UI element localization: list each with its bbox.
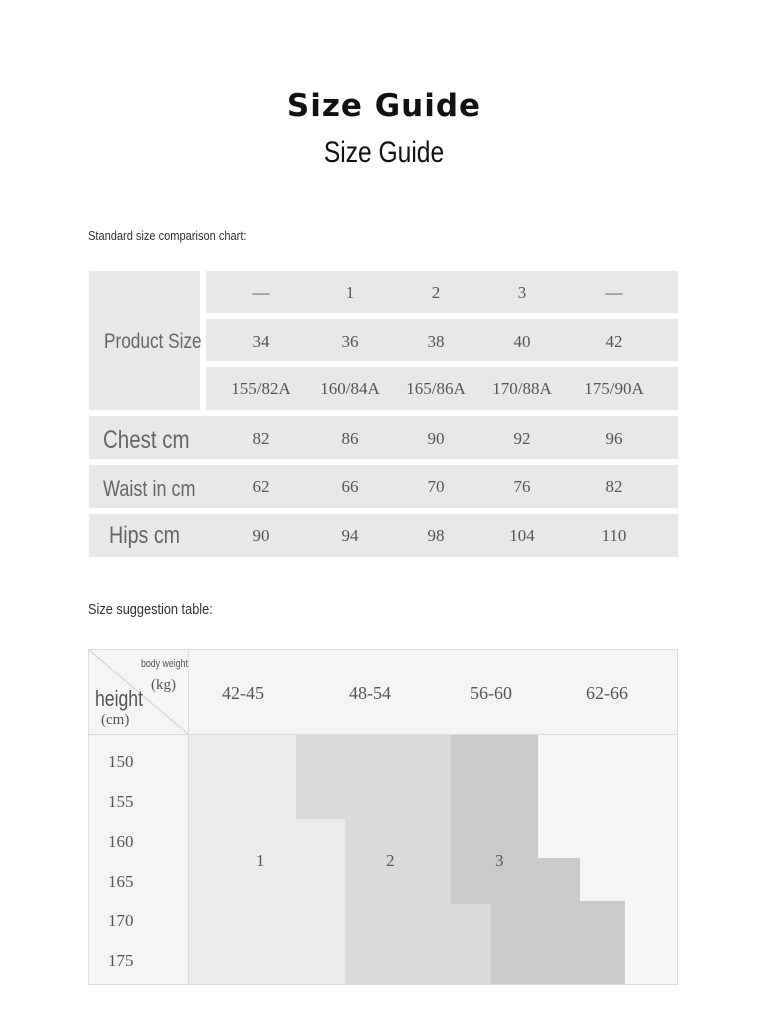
eu-size-cell: 34 (252, 332, 270, 351)
height-row-header: 170 (108, 911, 134, 930)
hips-cell: 110 (601, 526, 627, 545)
size-number-cell: 2 (431, 283, 441, 302)
size-number-cell: 3 (517, 283, 527, 302)
waist-label: Waist in cm (103, 476, 196, 501)
cn-size-cell: 170/88A (492, 379, 552, 398)
hips-cell: 98 (427, 526, 445, 545)
height-row-header: 175 (108, 951, 134, 970)
waist-cell: 70 (427, 477, 445, 496)
size-3-region (451, 735, 538, 904)
hips-cell: 104 (509, 526, 535, 545)
chest-cell: 96 (605, 429, 623, 448)
size-1-region (296, 818, 346, 984)
weight-column-header: 62-66 (586, 683, 628, 703)
cn-size-cell: 160/84A (320, 379, 380, 398)
height-label: height (95, 686, 143, 711)
suggestion-table-label: Size suggestion table: (88, 601, 213, 618)
cn-size-cell: 175/90A (584, 379, 644, 398)
weight-column-header: 42-45 (222, 683, 264, 703)
size-number-cell: — (605, 283, 623, 302)
height-row-header: 165 (108, 872, 134, 891)
chest-cell: 92 (513, 429, 531, 448)
page-title: Size Guide (286, 88, 482, 124)
chest-cell: 90 (427, 429, 445, 448)
weight-unit-label: (kg) (151, 677, 176, 693)
eu-size-cell: 38 (427, 332, 445, 351)
size-2-region (451, 903, 492, 984)
waist-cell: 62 (252, 477, 270, 496)
height-row-header: 160 (108, 832, 134, 851)
waist-cell: 82 (605, 477, 623, 496)
weight-column-header: 48-54 (349, 683, 391, 703)
size-number-cell: — (252, 283, 270, 302)
size-2-label: 2 (386, 851, 395, 870)
waist-cell: 66 (341, 477, 359, 496)
size-number-cell: 1 (345, 283, 355, 302)
size-1-label: 1 (256, 851, 265, 870)
cn-size-cell: 165/86A (406, 379, 466, 398)
size-2-region (296, 735, 452, 819)
body-weight-label: body weight (141, 658, 188, 670)
hips-cell: 90 (252, 526, 270, 545)
chest-cell: 86 (341, 429, 359, 448)
eu-size-cell: 42 (605, 332, 623, 351)
size-1-region (189, 735, 297, 984)
product-size-label: Product Size (104, 330, 202, 353)
cn-size-cell: 155/82A (231, 379, 291, 398)
size-3-label: 3 (495, 851, 504, 870)
size-3-region (537, 858, 580, 904)
size-3-region (491, 901, 625, 984)
chest-cell: 82 (252, 429, 270, 448)
page-subtitle: Size Guide (323, 136, 445, 169)
eu-size-cell: 40 (513, 332, 531, 351)
hips-cell: 94 (341, 526, 359, 545)
chest-label: Chest cm (103, 426, 190, 454)
hips-label: Hips cm (109, 522, 181, 549)
standard-chart-label: Standard size comparison chart: (88, 228, 247, 243)
weight-column-header: 56-60 (470, 683, 512, 703)
waist-cell: 76 (513, 477, 531, 496)
eu-size-cell: 36 (341, 332, 359, 351)
height-row-header: 150 (108, 752, 134, 771)
size-2-region (345, 818, 452, 984)
height-unit-label: (cm) (101, 712, 130, 728)
height-row-header: 155 (108, 792, 134, 811)
